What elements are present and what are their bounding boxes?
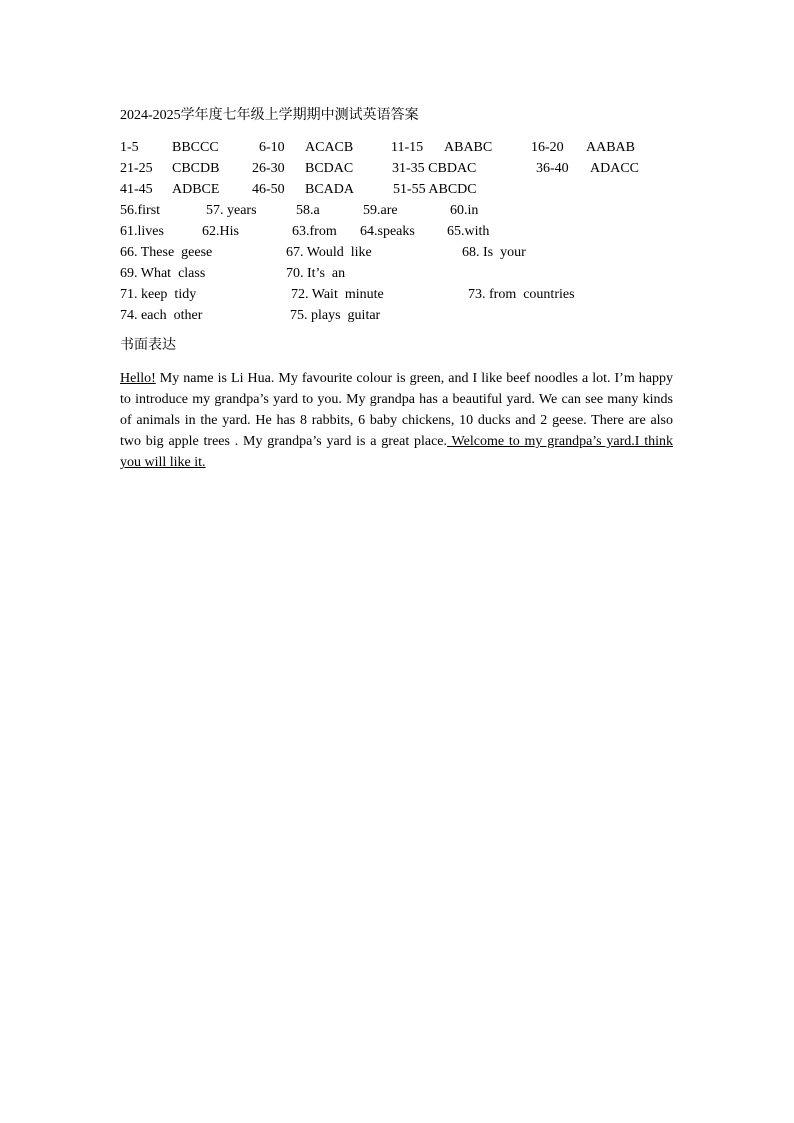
answer-range: 16-20 xyxy=(531,140,564,155)
answer-range-key: 31-35 CBDAC xyxy=(392,161,477,176)
choice-row-1 xyxy=(0,140,794,160)
answer-range: 21-25 xyxy=(120,161,153,176)
fill-answer: 68. Is your xyxy=(462,245,526,260)
fill-answer: 70. It’s an xyxy=(286,266,346,281)
fill-row-1 xyxy=(0,203,794,223)
answer-key: BBCCC xyxy=(172,140,219,155)
answer-key: ACACB xyxy=(305,140,354,155)
answer-range-key: 51-55 ABCDC xyxy=(393,182,477,197)
choice-row-2 xyxy=(0,161,794,181)
answer-key: AABAB xyxy=(586,140,636,155)
answer-range: 41-45 xyxy=(120,182,153,197)
fill-answer: 73. from countries xyxy=(468,287,575,302)
fill-row-5 xyxy=(0,287,794,307)
fill-answer: 66. These geese xyxy=(120,245,213,260)
essay-paragraph xyxy=(120,368,673,473)
fill-answer: 75. plays guitar xyxy=(290,308,381,323)
page-title: 2024-2025学年度七年级上学期期中测试英语答案 xyxy=(120,108,419,123)
fill-answer: 63.from xyxy=(292,224,337,239)
fill-answer: 57. years xyxy=(206,203,257,218)
fill-answer: 69. What class xyxy=(120,266,206,281)
answer-range: 26-30 xyxy=(252,161,285,176)
fill-answer: 64.speaks xyxy=(360,224,415,239)
fill-answer: 67. Would like xyxy=(286,245,372,260)
answer-key: BCADA xyxy=(305,182,355,197)
essay-body: My name is Li Hua. My favourite colour is green, and I like beef noodles a lot. I’m happy to introduce my grandpa’s yard to you. My grandpa has a beautiful yard. We can see many kinds of animals in the yard. He has 8 rabbits, 6 baby chickens, 10 ducks and 2 geese. There are also two big apple trees . My grandpa’s yard is a great place. xyxy=(120,371,673,449)
answer-range: 6-10 xyxy=(259,140,285,155)
fill-answer: 59.are xyxy=(363,203,398,218)
choice-row-3 xyxy=(0,182,794,202)
fill-answer: 62.His xyxy=(202,224,239,239)
fill-answer: 72. Wait minute xyxy=(291,287,384,302)
fill-row-3 xyxy=(0,245,794,265)
essay-opening: Hello! xyxy=(120,371,156,386)
answer-key: ABABC xyxy=(444,140,493,155)
answer-range: 36-40 xyxy=(536,161,569,176)
fill-row-2 xyxy=(0,224,794,244)
fill-row-6 xyxy=(0,308,794,328)
answer-key: ADACC xyxy=(590,161,640,176)
fill-answer: 74. each other xyxy=(120,308,203,323)
fill-answer: 71. keep tidy xyxy=(120,287,197,302)
answer-key: BCDAC xyxy=(305,161,354,176)
fill-answer: 65.with xyxy=(447,224,490,239)
answer-key: CBCDB xyxy=(172,161,220,176)
fill-answer: 58.a xyxy=(296,203,320,218)
fill-answer: 60.in xyxy=(450,203,479,218)
section-heading: 书面表达 xyxy=(120,338,176,353)
fill-answer: 61.lives xyxy=(120,224,164,239)
fill-row-4 xyxy=(0,266,794,286)
answer-key: ADBCE xyxy=(172,182,220,197)
answer-range: 1-5 xyxy=(120,140,139,155)
fill-answer: 56.first xyxy=(120,203,161,218)
essay-closing: Welcome to my grandpa’s yard.I think you will like it. xyxy=(120,434,673,470)
answer-range: 46-50 xyxy=(252,182,285,197)
answer-range: 11-15 xyxy=(391,140,424,155)
